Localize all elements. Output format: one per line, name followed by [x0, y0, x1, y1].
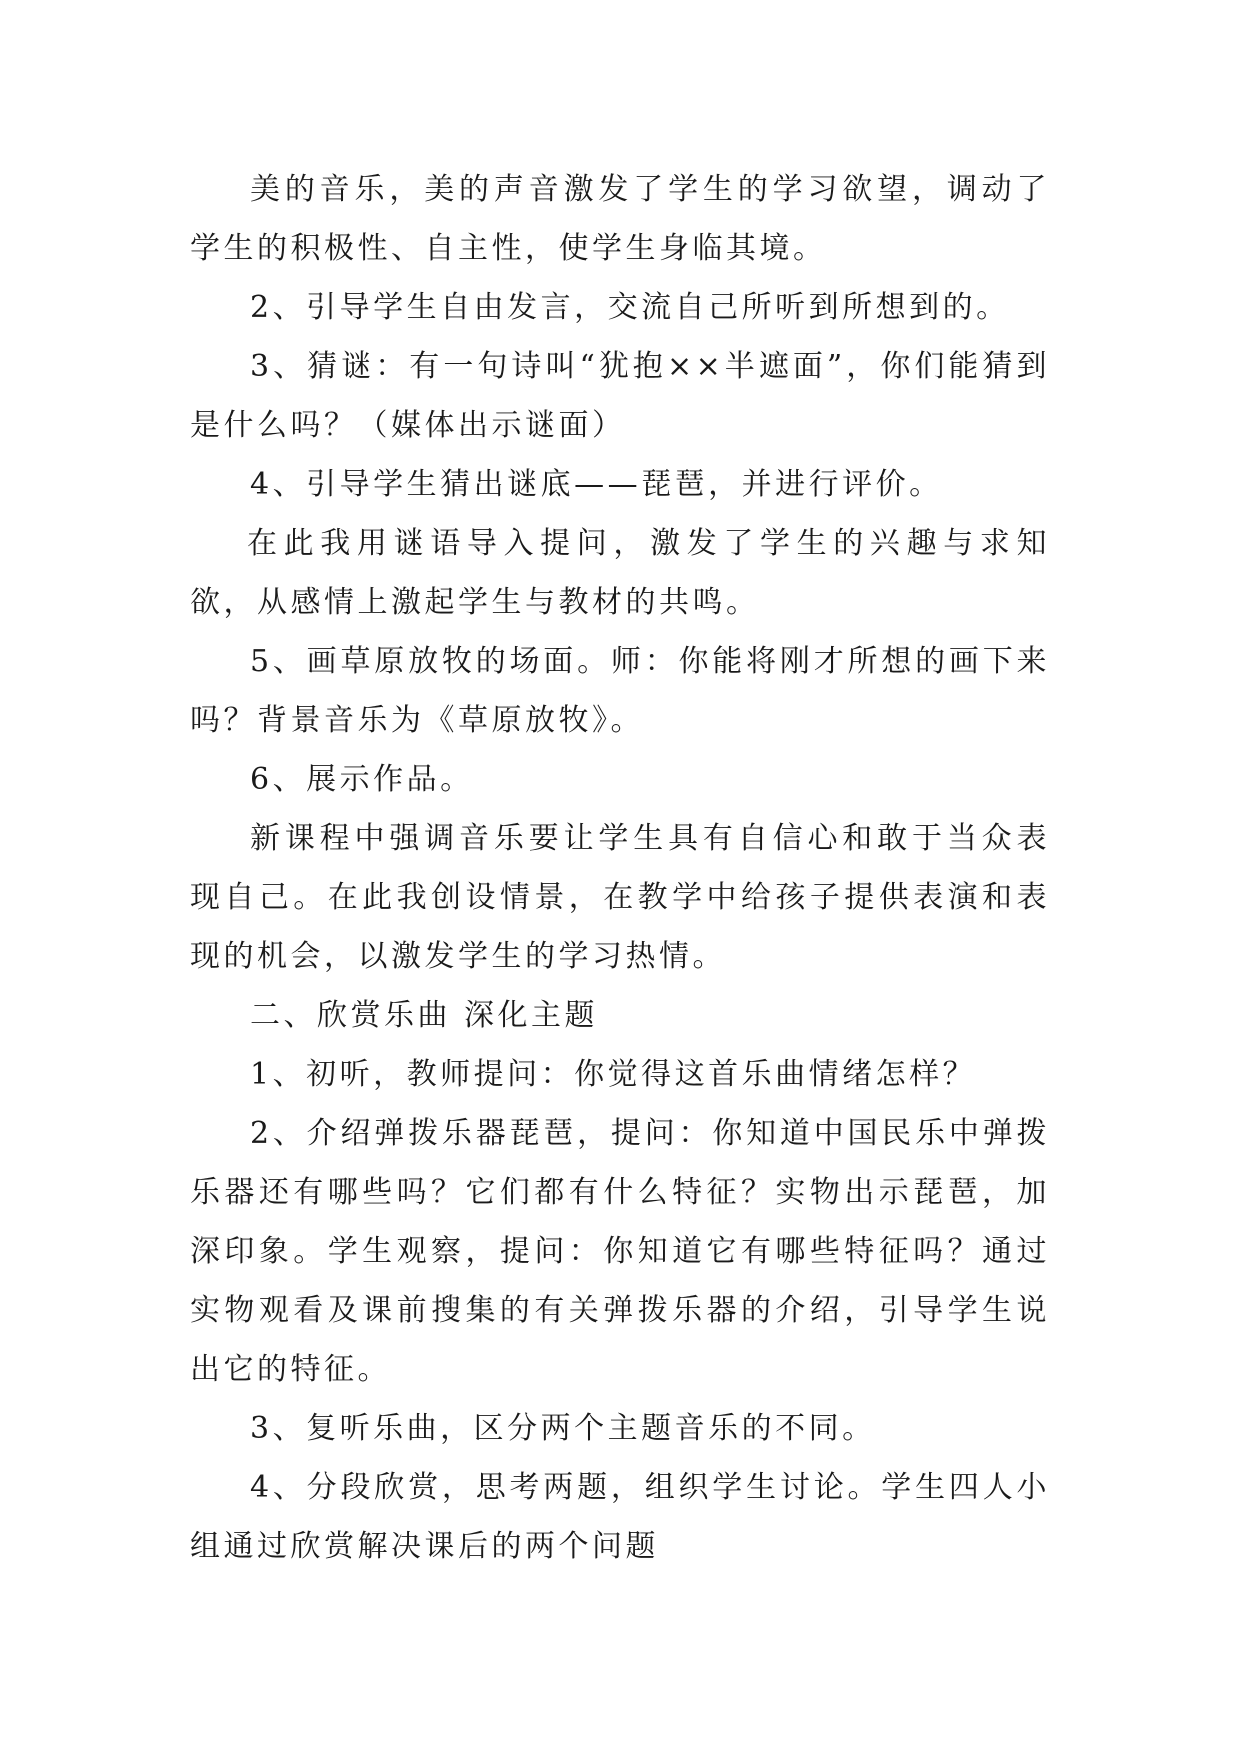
paragraph: 6、展示作品。	[250, 762, 474, 797]
paragraph: 美的音乐，美的声音激发了学生的学习欲望，调动了学生的积极性、自主性，使学生身临其境。	[190, 172, 1050, 266]
paragraph: 4、分段欣赏，思考两题，组织学生讨论。学生四人小组通过欣赏解决课后的两个问题	[190, 1470, 1050, 1564]
paragraph: 新课程中强调音乐要让学生具有自信心和敢于当众表现自己。在此我创设情景，在教学中给孩子提供表演和表现的机会，以激发学生的学习热情。	[190, 821, 1050, 974]
paragraph: 在此我用谜语导入提问，激发了学生的兴趣与求知欲，从感情上激起学生与教材的共鸣。	[190, 526, 1050, 620]
document-body	[190, 160, 1050, 1576]
paragraph: 5、画草原放牧的场面。师：你能将刚才所想的画下来吗？背景音乐为《草原放牧》。	[190, 644, 1050, 738]
paragraph: 3、复听乐曲，区分两个主题音乐的不同。	[250, 1411, 876, 1446]
paragraph: 2、引导学生自由发言，交流自己所听到所想到的。	[250, 290, 1010, 325]
paragraph: 2、介绍弹拨乐器琵琶，提问：你知道中国民乐中弹拨乐器还有哪些吗？它们都有什么特征？实物出示琵琶，加深印象。学生观察，提问：你知道它有哪些特征吗？通过实物观看及课前搜集的有关弹拨乐器的介绍，引导学生说出它的特征。	[190, 1116, 1050, 1387]
section-heading: 二、欣赏乐曲 深化主题	[250, 998, 599, 1033]
paragraph: 3、猜谜：有一句诗叫“犹抱××半遮面”，你们能猜到是什么吗？（媒体出示谜面）	[190, 349, 1050, 443]
paragraph: 1、初听，教师提问：你觉得这首乐曲情绪怎样？	[250, 1057, 977, 1092]
paragraph: 4、引导学生猜出谜底——琵琶，并进行评价。	[250, 467, 943, 502]
